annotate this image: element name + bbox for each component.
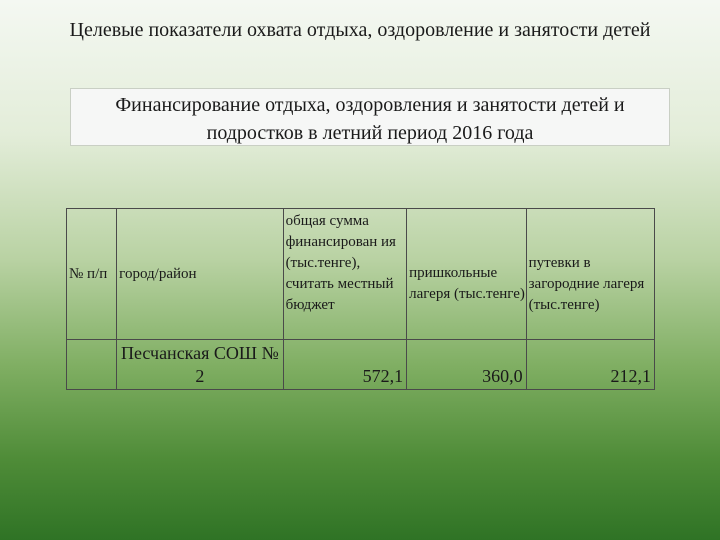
subtitle-text: Финансирование отдыха, оздоровления и занятости детей и подростков в летний период 2016 года — [115, 94, 625, 144]
cell-camps: 360,0 — [407, 340, 527, 390]
slide-title: Целевые показатели охвата отдыха, оздоровление и занятости детей — [69, 19, 651, 41]
subtitle-box — [70, 88, 670, 146]
cell-total: 572,1 — [283, 340, 407, 390]
table-header-row — [67, 209, 655, 340]
header-city: город/район — [117, 209, 283, 340]
header-tours: путевки в загородние лагеря (тыс.тенге) — [526, 209, 654, 340]
cell-tours: 212,1 — [526, 340, 654, 390]
table-row — [67, 340, 655, 390]
header-num: № п/п — [67, 209, 117, 340]
header-total: общая сумма финансирован ия (тыс.тенге), считать местный бюджет — [283, 209, 407, 340]
cell-city: Песчанская СОШ № 2 — [117, 340, 283, 390]
header-camps: пришкольные лагеря (тыс.тенге) — [407, 209, 527, 340]
cell-num — [67, 340, 117, 390]
financing-table — [66, 208, 655, 390]
